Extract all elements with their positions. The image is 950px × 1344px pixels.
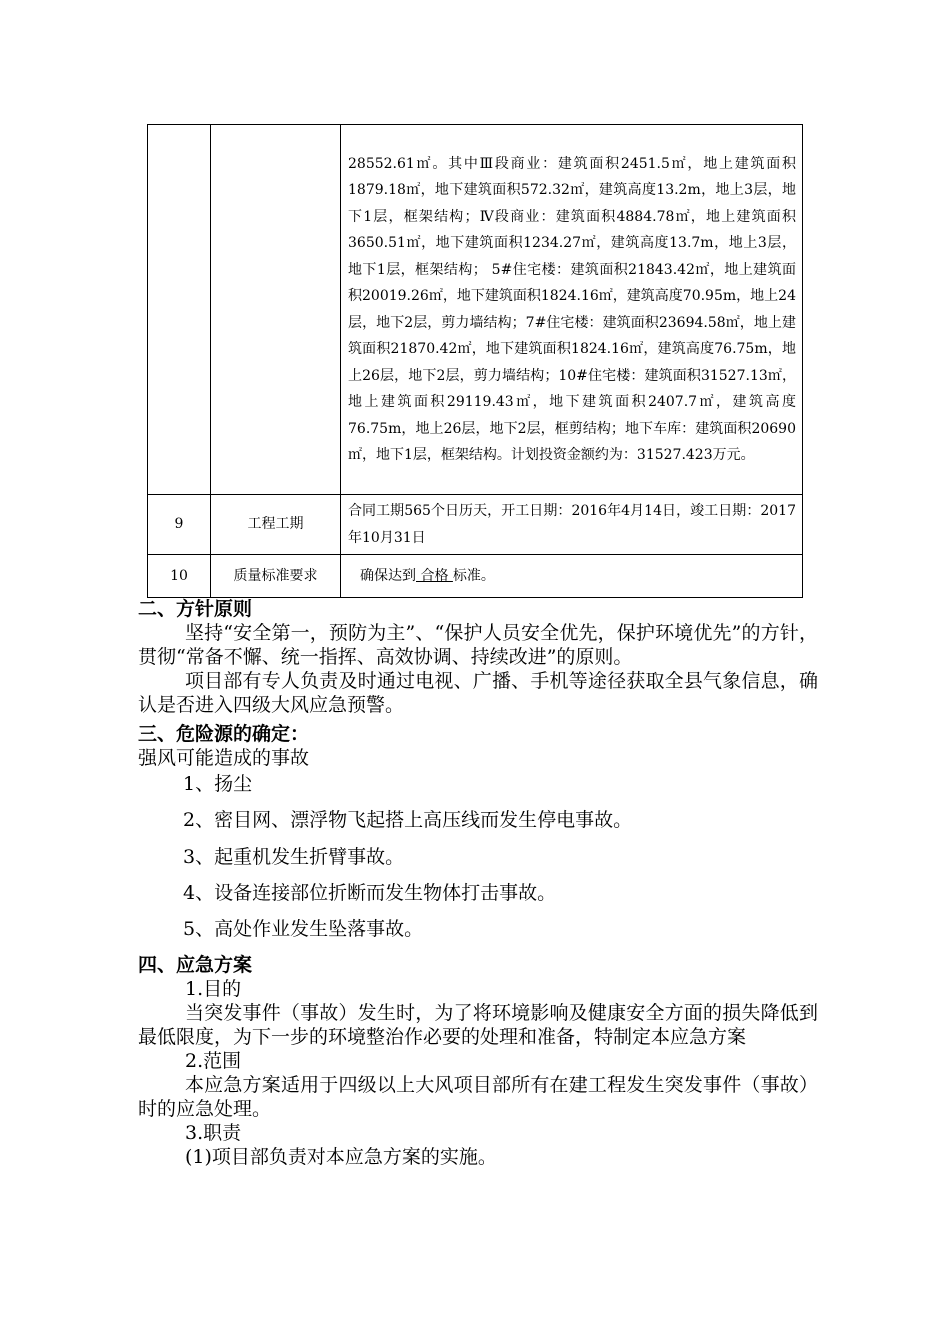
list-item: 2、密目网、漂浮物飞起搭上高压线而发生停电事故。 [183,809,633,831]
project-overview-cell: 28552.61㎡。其中Ⅲ段商业：建筑面积2451.5㎡，地上建筑面积1879.18㎡，地下建筑面积572.32㎡，建筑高度13.2m，地上3层，地下1层，框架结构；Ⅳ段商业：建筑面积4884.78㎡，地上建筑面积3650.51㎡，地下建筑面积1234.27㎡，建筑高度13.7m，地上3层，地下1层，框架结构； 5#住宅楼：建筑面积21843.42㎡，地上建筑面积20019.26㎡，地下建筑面积1824.16㎡，建筑高度70.95m，地上24层，地下2层，剪力墙结构；7#住宅楼：建筑面积23694.58㎡，地上建筑面积21870.42㎡，地下建筑面积1824.16㎡，建筑高度76.75m，地上26层，地下2层，剪力墙结构；10#住宅楼：建筑面积31527.13㎡，地上建筑面积29119.43㎡，地下建筑面积2407.7㎡，建筑高度76.75m，地上26层，地下2层，框剪结构；地下车库：建筑面积20690㎡，地下1层，框架结构。计划投资金额约为：31527.423万元。 [341,125,803,495]
subsection-title: 3.职责 [185,1122,242,1144]
row-item-cell [211,125,341,495]
quality-level: 合格 [416,567,453,584]
row-item-cell: 质量标准要求 [211,555,341,598]
list-item: 4、设备连接部位折断而发生物体打击事故。 [183,882,557,904]
list-item: 1、扬尘 [183,773,253,795]
row-number-cell [148,125,211,495]
hazard-subheading: 强风可能造成的事故 [138,747,310,769]
table-row [148,555,803,598]
section-policy [138,597,818,717]
list-item: 5、高处作业发生坠落事故。 [183,918,424,940]
purpose-paragraph: 当突发事件（事故）发生时，为了将环境影响及健康安全方面的损失降低到最低限度，为下一步的环境整治作必要的处理和准备，特制定本应急方案 [138,1002,818,1048]
weather-paragraph: 项目部有专人负责及时通过电视、广播、手机等途径获取全县气象信息，确认是否进入四级大风应急预警。 [138,670,818,716]
section-emergency-plan [138,953,818,1169]
project-info-table [147,124,803,598]
subsection-title: 1.目的 [185,978,242,1000]
quality-cell [341,555,803,598]
quality-suffix: 标准。 [452,567,495,584]
section-hazards [138,722,818,770]
schedule-cell: 合同工期565个日历天，开工日期：2016年4月14日，竣工日期：2017年10月31日 [341,495,803,555]
section-heading: 四、应急方案 [138,954,253,976]
row-number-cell: 9 [148,495,211,555]
row-number-cell: 10 [148,555,211,598]
table-row [148,125,803,495]
scope-paragraph: 本应急方案适用于四级以上大风项目部所有在建工程发生突发事件（事故）时的应急处理。 [138,1074,818,1120]
policy-paragraph: 坚持“安全第一，预防为主”、“保护人员安全优先，保护环境优先”的方针，贯彻“常备不懈、统一指挥、高效协调、持续改进”的原则。 [138,622,818,668]
duty-item: (1)项目部负责对本应急方案的实施。 [185,1146,497,1168]
section-heading: 三、危险源的确定： [138,723,310,745]
subsection-title: 2.范围 [185,1050,242,1072]
quality-prefix: 确保达到 [360,567,416,584]
row-item-cell: 工程工期 [211,495,341,555]
section-heading: 二、方针原则 [138,598,253,620]
table-row [148,495,803,555]
list-item: 3、起重机发生折臂事故。 [183,846,405,868]
